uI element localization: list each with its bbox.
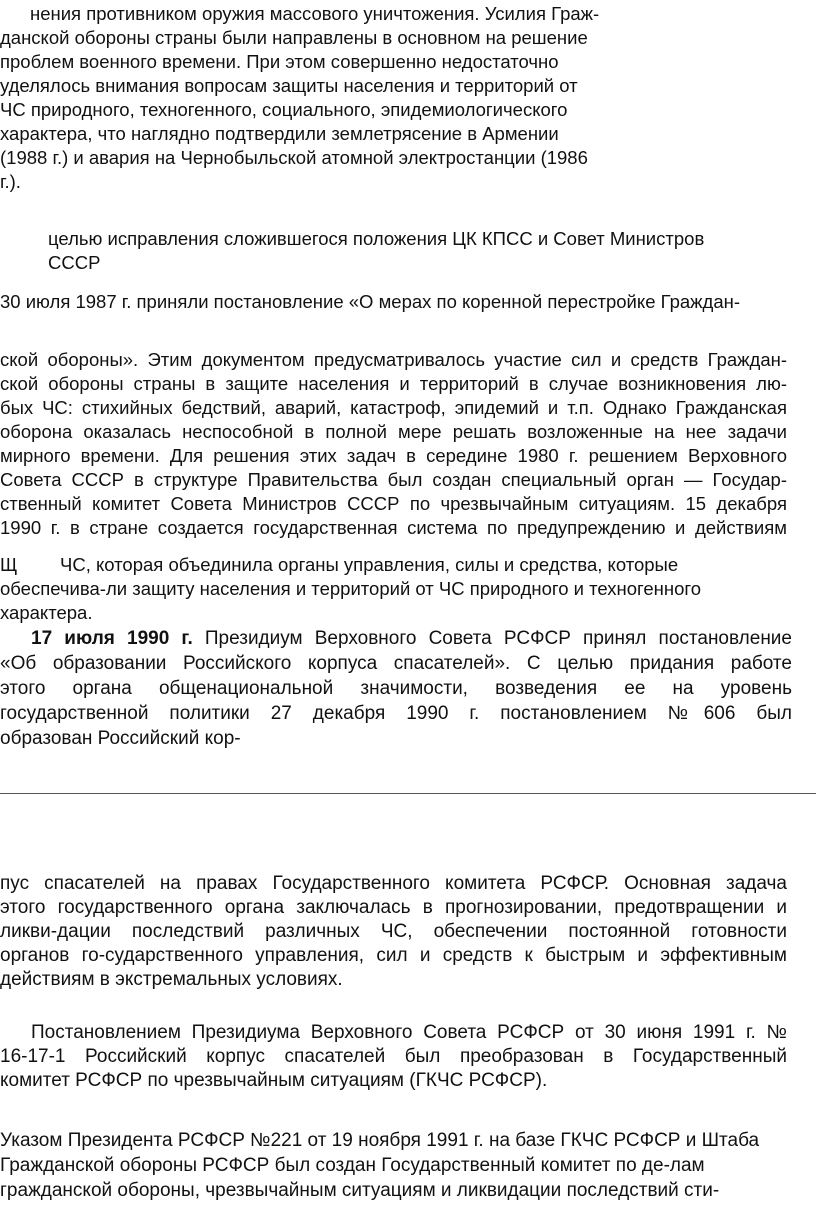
page-divider bbox=[0, 793, 816, 794]
text-line: г.). bbox=[0, 171, 21, 192]
text-line: Гражданской обороны РСФСР был создан Государственный комитет по де-лам bbox=[0, 1155, 705, 1176]
text-line: обеспечива-ли защиту населения и территорий от ЧС природного и техногенного bbox=[0, 578, 701, 599]
text-line: «Об образовании Российского корпуса спасателей». С целью придания работе bbox=[0, 653, 792, 674]
text-line: 30 июля 1987 г. приняли постановление «О мерах по коренной перестройке Граждан- bbox=[0, 291, 741, 312]
paragraph-state-committee bbox=[0, 872, 787, 992]
text-line: этого органа общенациональной значимости, возведения ее на уровень bbox=[0, 678, 792, 699]
text-segment: Президиум Верховного Совета РСФСР принял постановление bbox=[192, 628, 792, 649]
text-line: проблем военного времени. При этом совершенно недостаточно bbox=[0, 51, 559, 72]
text-line: пус спасателей на правах Государственного комитета РСФСР. Основная задача bbox=[0, 873, 787, 894]
text-line: действиям в экстремальных условиях. bbox=[0, 969, 343, 990]
text-line: мирного времени. Для решения этих задач в середине 1980 г. решением Верховного bbox=[0, 445, 787, 466]
text-line: ственный комитет Совета Министров СССР по чрезвычайным ситуациям. 15 декабря bbox=[0, 493, 787, 514]
paragraph-rescue-corps bbox=[0, 626, 792, 751]
text-line: органов го-сударственного управления, сил и средств к быстрым и эффективным bbox=[0, 945, 787, 966]
text-line bbox=[0, 626, 792, 651]
text-line: ской обороны». Этим документом предусматривалось участие сил и средств Граждан- bbox=[0, 349, 787, 370]
text-line: Постановлением Президиума Верховного Совета РСФСР от 30 июня 1991 г. № bbox=[31, 1022, 787, 1043]
date-highlight: 17 июля 1990 г. bbox=[31, 628, 193, 649]
text-line: ликви-дации последствий различных ЧС, обеспечении постоянной готовности bbox=[0, 921, 787, 942]
text-line: 16-17-1 Российский корпус спасателей был преобразован в Государственный bbox=[0, 1046, 787, 1067]
text-line: данской обороны страны были направлены в основном на решение bbox=[0, 27, 588, 48]
text-line: государственной политики 27 декабря 1990 г. постановлением №606 был bbox=[0, 703, 792, 724]
bullet-marker: Щ bbox=[0, 554, 18, 575]
text-line: ЧС, которая объединила органы управления, силы и средства, которые bbox=[60, 554, 679, 575]
text-line: оборона оказалась неспособной в полной мере решать возложенные на нее задачи bbox=[0, 421, 787, 442]
text-line: Совета СССР в структуре Правительства был создан специальный орган — Государ- bbox=[0, 469, 787, 490]
text-line: 1990 г. в стране создается государственная система по предупреждению и действиям bbox=[0, 517, 787, 538]
text-line: комитет РСФСР по чрезвычайным ситуациям (ГКЧС РСФСР). bbox=[0, 1070, 548, 1091]
text-line: этого государственного органа заключалась в прогнозировании, предотвращении и bbox=[0, 897, 787, 918]
paragraph-civil-defense bbox=[0, 348, 787, 540]
text-line: целью исправления сложившегося положения ЦК КПСС и Совет Министров bbox=[48, 228, 705, 249]
text-line: ЧС природного, техногенного, социального, эпидемиологического bbox=[0, 99, 568, 120]
text-line: ской обороны страны в защите населения и территорий в случае возникновения лю- bbox=[0, 373, 787, 394]
text-line: уделялось внимания вопросам защиты населения и территорий от bbox=[0, 75, 578, 96]
text-line: (1988 г.) и авария на Чернобыльской атомной электростанции (1986 bbox=[0, 147, 588, 168]
text-line: характера. bbox=[0, 602, 93, 623]
text-line: нения противником оружия массового уничтожения. Усилия Граж- bbox=[30, 3, 600, 24]
text-line: СССР bbox=[48, 252, 101, 273]
text-line: гражданской обороны, чрезвычайным ситуациям и ликвидации последствий сти- bbox=[0, 1180, 720, 1201]
text-line: характера, что наглядно подтвердили землетрясение в Армении bbox=[0, 123, 559, 144]
paragraph-resolution bbox=[0, 1021, 787, 1093]
text-line: образован Российский кор- bbox=[0, 728, 241, 749]
text-line: бых ЧС: стихийных бедствий, аварий, катастроф, эпидемий и т.п. Однако Гражданская bbox=[0, 397, 787, 418]
text-line: Указом Президента РСФСР №221 от 19 ноября 1991 г. на базе ГКЧС РСФСР и Штаба bbox=[0, 1130, 760, 1151]
